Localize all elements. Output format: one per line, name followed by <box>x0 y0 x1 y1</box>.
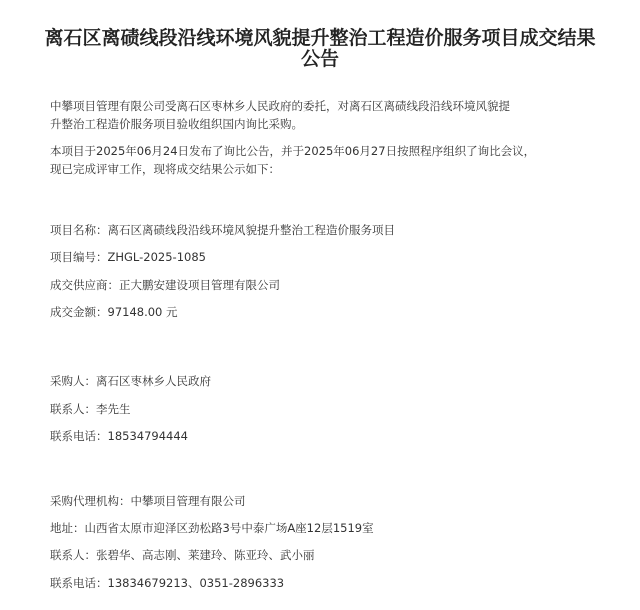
intro-paragraph-line-1: 中攀项目管理有限公司受离石区枣林乡人民政府的委托，对离石区离碛线段沿线环境风貌提 <box>50 99 510 113</box>
winning-supplier: 成交供应商：正大鹏安建设项目管理有限公司 <box>50 278 280 292</box>
project-number: 项目编号：ZHGL-2025-1085 <box>50 250 206 264</box>
agency-address: 地址：山西省太原市迎泽区劲松路3号中泰广场A座12层1519室 <box>50 521 374 535</box>
project-name: 项目名称：离石区离碛线段沿线环境风貌提升整治工程造价服务项目 <box>50 223 395 237</box>
agency-contacts: 联系人：张碧华、高志刚、莱建玲、陈亚玲、武小丽 <box>50 548 315 562</box>
agency-phone: 联系电话：13834679213、0351-2896333 <box>50 576 285 590</box>
notice-paragraph-line-1: 本项目于2025年06月24日发布了询比公告，并于2025年06月27日按照程序组织了询比会议， <box>50 144 536 158</box>
transaction-amount: 成交金额：97148.00 元 <box>50 305 178 319</box>
purchaser-contact: 联系人：李先生 <box>50 402 131 416</box>
notice-paragraph-line-2: 现已完成评审工作，现将成交结果公示如下： <box>50 162 280 176</box>
document-title-continued: 公告 <box>300 48 339 70</box>
document-title: 离石区离碛线段沿线环境风貌提升整治工程造价服务项目成交结果 <box>44 27 596 49</box>
agency-name: 采购代理机构：中攀项目管理有限公司 <box>50 494 246 508</box>
purchaser-name: 采购人：离石区枣林乡人民政府 <box>50 374 211 388</box>
purchaser-phone: 联系电话：18534794444 <box>50 429 188 443</box>
intro-paragraph-line-2: 升整治工程造价服务项目验收组织国内询比采购。 <box>50 117 303 131</box>
